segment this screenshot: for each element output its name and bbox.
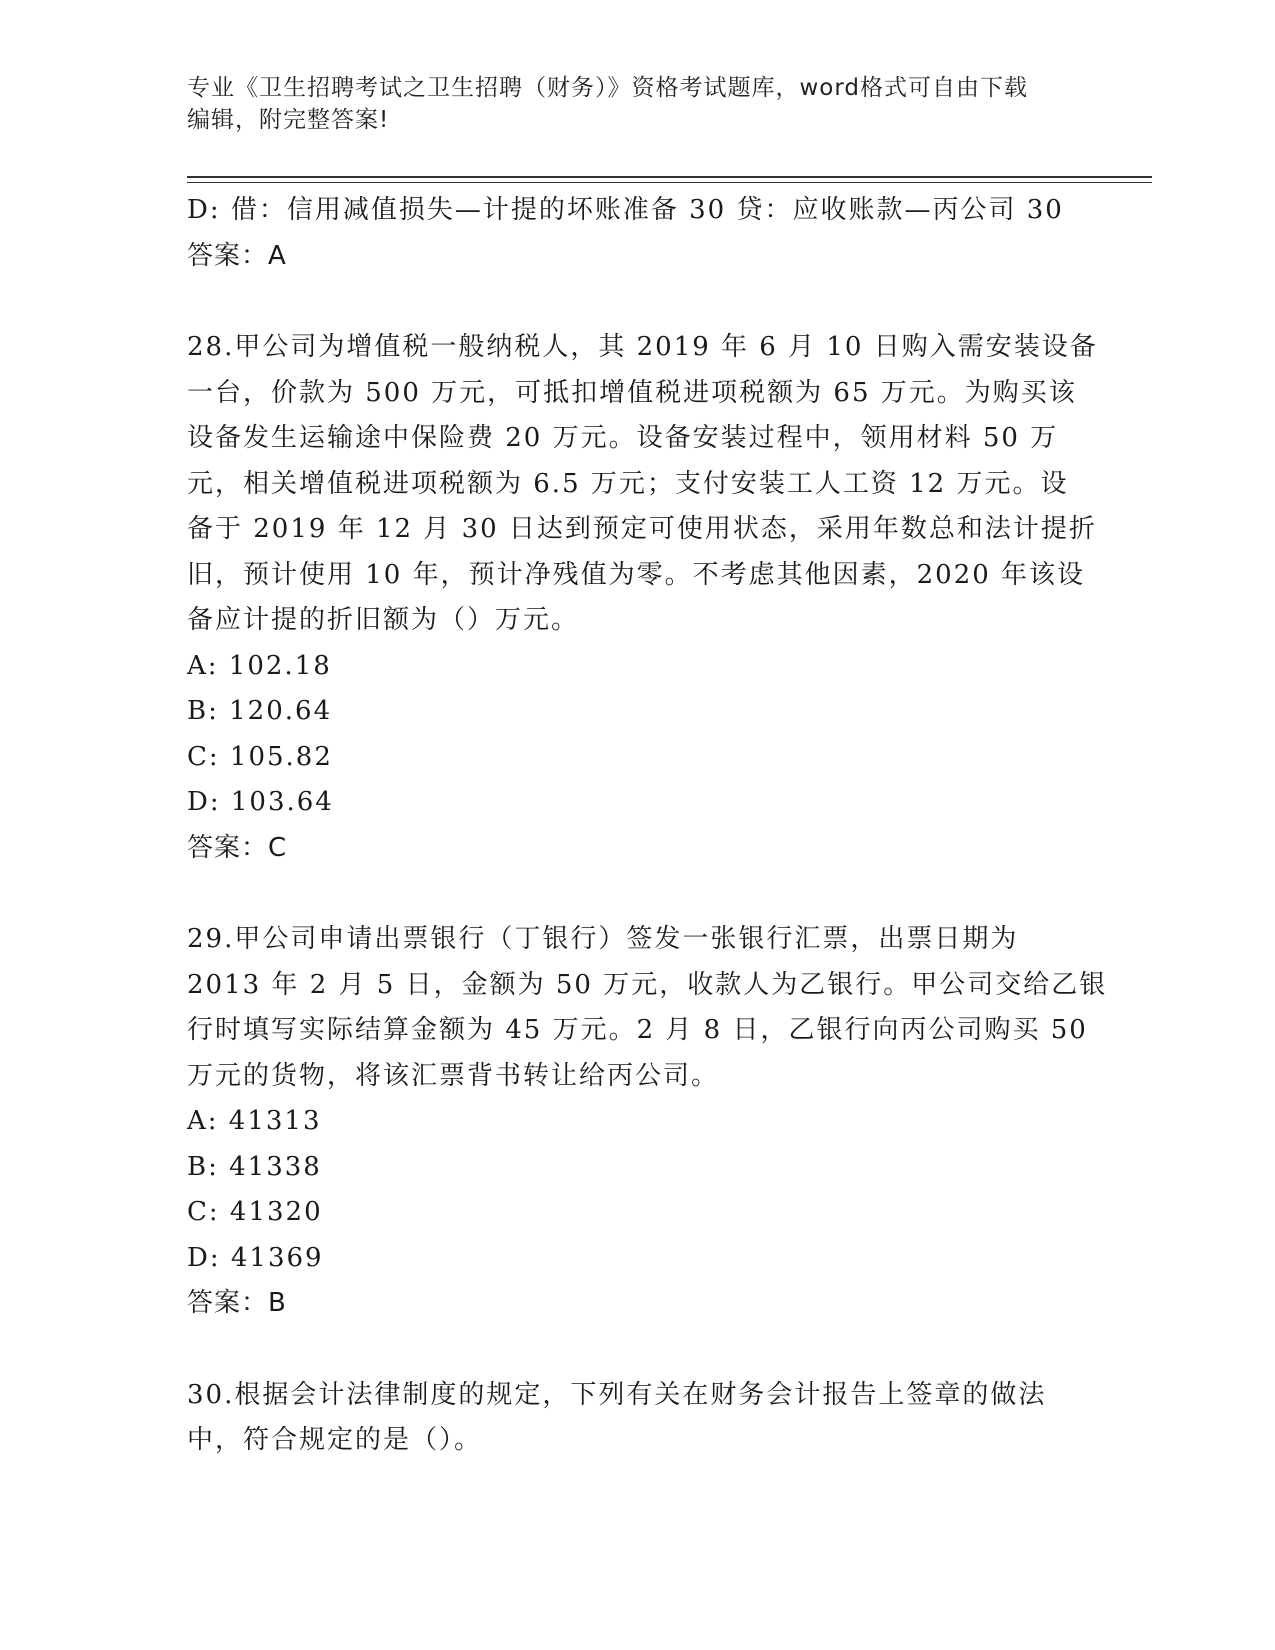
option-d: D: 103.64 — [187, 787, 334, 817]
question-text-line: 备应计提的折旧额为（）万元。 — [187, 605, 580, 635]
header-line-1: 专业《卫生招聘考试之卫生招聘（财务）》资格考试题库，word格式可自由下载 — [187, 75, 1029, 101]
option-b: B: 120.64 — [187, 696, 333, 726]
option-c: C: 105.82 — [187, 741, 333, 772]
header-line-2: 编辑，附完整答案! — [187, 107, 390, 133]
option-a: A: 102.18 — [187, 650, 332, 681]
question-text-line: 2013 年 2 月 5 日，金额为 50 万元，收款人为乙银行。甲公司交给乙银 — [187, 969, 1108, 1000]
question-text-line: 设备发生运输途中保险费 20 万元。设备安装过程中，领用材料 50 万 — [187, 423, 1059, 453]
header-rule-thick — [187, 176, 1152, 178]
question-text-line: 备于 2019 年 12 月 30 日达到预定可使用状态，采用年数总和法计提折 — [187, 514, 1097, 544]
question-text-line: 元，相关增值税进项税额为 6.5 万元；支付安装工人工资 12 万元。设 — [187, 468, 1069, 499]
option-a: A: 41313 — [187, 1106, 322, 1136]
question-text-line: 万元的货物，将该汇票背书转让给丙公司。 — [187, 1060, 720, 1091]
header-rule-thin — [187, 182, 1152, 183]
question-text-line: 28.甲公司为增值税一般纳税人，其 2019 年 6 月 10 日购入需安装设备 — [187, 332, 1098, 362]
question-text-line: 中，符合规定的是（）。 — [187, 1425, 483, 1455]
question-block-prev — [187, 188, 1087, 279]
question-block-28 — [187, 325, 1098, 871]
question-text-line: 一台，价款为 500 万元，可抵扣增值税进项税额为 65 万元。为购买该 — [187, 377, 1077, 408]
question-text-line: 行时填写实际结算金额为 45 万元。2 月 8 日，乙银行向丙公司购买 50 — [187, 1015, 1088, 1045]
question-block-29 — [187, 917, 1108, 1327]
document-body — [187, 188, 1108, 1464]
option-d: D: 41369 — [187, 1242, 324, 1273]
option-c: C: 41320 — [187, 1197, 323, 1227]
answer-line: 答案：A — [187, 240, 287, 271]
question-text-line: 29.甲公司申请出票银行（丁银行）签发一张银行汇票，出票日期为 — [187, 924, 1019, 954]
option-b: B: 41338 — [187, 1151, 322, 1182]
answer-line: 答案：B — [187, 1288, 287, 1318]
question-text-line: 30.根据会计法律制度的规定，下列有关在财务会计报告上签章的做法 — [187, 1379, 1047, 1410]
question-text-line: 旧，预计使用 10 年，预计净残值为零。不考虑其他因素，2020 年该设 — [187, 559, 1086, 590]
question-block-30 — [187, 1373, 1087, 1464]
document-header — [187, 72, 1087, 136]
option-d: D: 借：信用减值损失—计提的坏账准备 30 贷：应收账款—丙公司 30 — [187, 195, 1064, 225]
answer-line: 答案：C — [187, 832, 288, 863]
